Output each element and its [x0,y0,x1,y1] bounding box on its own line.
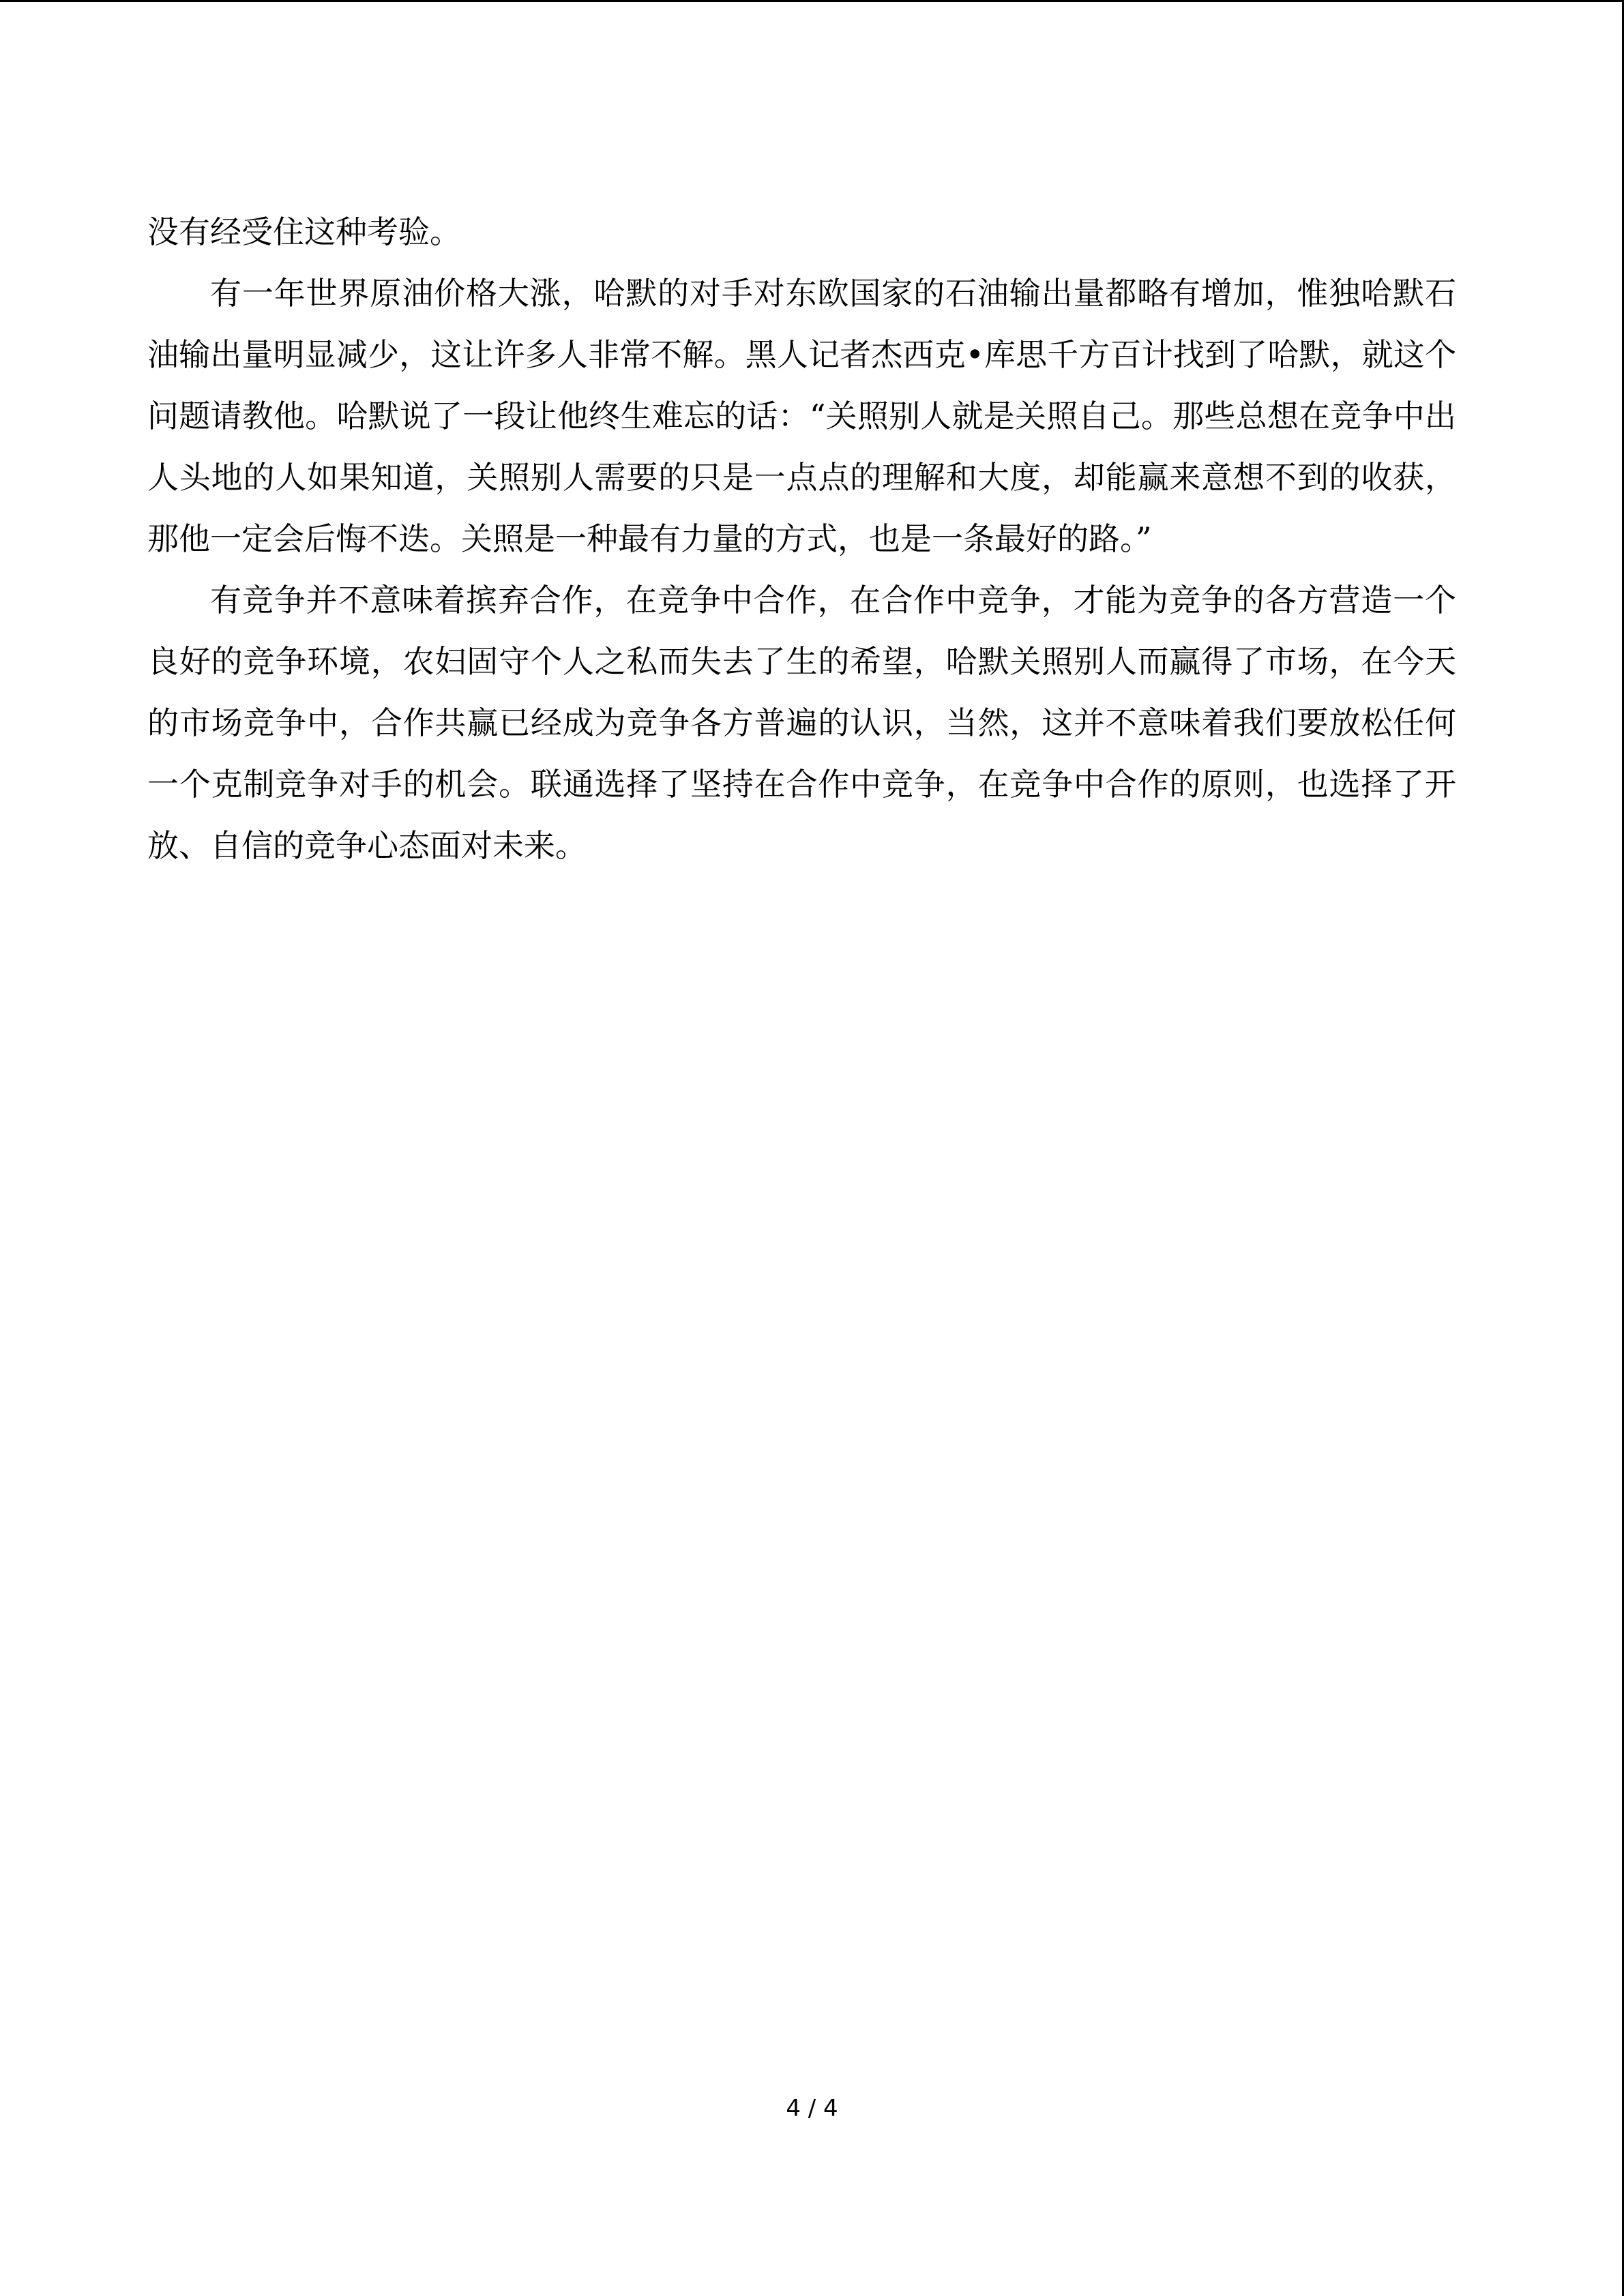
document-body [147,201,1456,876]
paragraph-conclusion: 有竞争并不意味着摈弃合作，在竞争中合作，在合作中竞争，才能为竞争的各方营造一个良好的竞争环境，农妇固守个人之私而失去了生的希望，哈默关照别人而赢得了市场，在今天的市场竞争中，合作共赢已经成为竞争各方普遍的认识，当然，这并不意味着我们要放松任何一个克制竞争对手的机会。联通选择了坚持在合作中竞争，在竞争中合作的原则，也选择了开放、自信的竞争心态面对未来。 [147,582,1456,864]
paragraph-hammer-story: 有一年世界原油价格大涨，哈默的对手对东欧国家的石油输出量都略有增加，惟独哈默石油输出量明显减少，这让许多人非常不解。黑人记者杰西克•库思千方百计找到了哈默，就这个问题请教他。哈默说了一段让他终生难忘的话：“关照别人就是关照自己。那些总想在竞争中出人头地的人如果知道，关照别人需要的只是一点点的理解和大度，却能赢来意想不到的收获，那他一定会后悔不迭。关照是一种最有力量的方式，也是一条最好的路。” [147,275,1456,557]
page-number: 4 / 4 [786,2095,838,2122]
paragraph-continuation: 没有经受住这种考验。 [147,213,461,250]
page-top-border [0,0,1624,2]
